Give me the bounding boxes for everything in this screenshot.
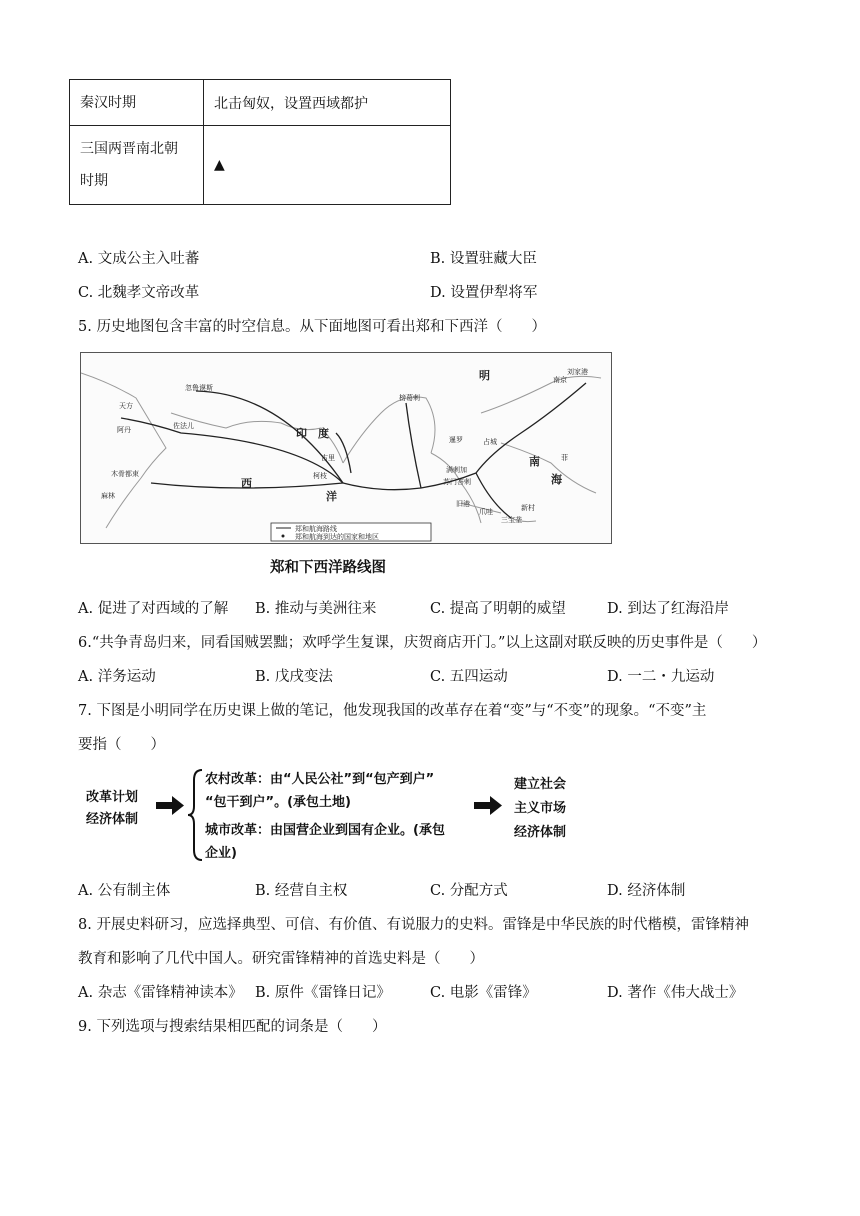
label-sumatra: 苏门答剌 [443, 478, 471, 486]
period-cell: 秦汉时期 [70, 80, 204, 126]
label-tianfang: 天方 [119, 402, 133, 410]
note-urban-line2: 企业) [205, 846, 237, 861]
q8-option-d[interactable]: D. 著作《伟大战士》 [607, 985, 744, 1001]
note-right-line1: 建立社会 [514, 777, 567, 792]
note-left-line2: 经济体制 [86, 812, 139, 827]
brace-icon [186, 768, 204, 862]
label-xincun: 新村 [521, 504, 535, 512]
label-philippines: 菲 [561, 454, 568, 462]
q7-stem-line2: 要指（ ） [78, 737, 165, 753]
label-hormuz: 忽鲁谟斯 [185, 384, 213, 392]
note-right-line3: 经济体制 [514, 825, 567, 840]
label-india: 印 度 [296, 427, 329, 440]
event-cell: 北击匈奴，设置西域都护 [204, 80, 451, 126]
legend-route: 郑和航海路线 [295, 525, 337, 533]
q8-option-a[interactable]: A. 杂志《雷锋精神读本》 [78, 985, 243, 1001]
label-champa: 占城 [483, 438, 497, 446]
arrow-right-icon [474, 796, 504, 816]
q4-option-c[interactable]: C. 北魏孝文帝改革 [78, 285, 200, 301]
period-line: 三国两晋南北朝 [80, 141, 178, 157]
q6-option-b[interactable]: B. 戊戌变法 [255, 669, 333, 685]
table-row [70, 126, 451, 205]
q5-option-d[interactable]: D. 到达了红海沿岸 [607, 601, 729, 617]
label-ocean-west: 西 [241, 477, 252, 490]
label-nanjing: 南京 [553, 376, 567, 384]
q8-stem-line2: 教育和影响了几代中国人。研究雷锋精神的首选史料是（ ） [78, 951, 484, 967]
label-malindi: 麻林 [101, 492, 115, 500]
label-calicut: 古里 [321, 454, 335, 462]
q6-option-d[interactable]: D. 一二・九运动 [607, 669, 715, 685]
q4-option-d[interactable]: D. 设置伊犁将军 [430, 285, 538, 301]
q7-option-a[interactable]: A. 公有制主体 [78, 883, 171, 899]
q5-option-a[interactable]: A. 促进了对西域的了解 [78, 601, 229, 617]
map-caption: 郑和下西洋路线图 [270, 560, 386, 576]
label-sea-south: 南 [529, 455, 540, 468]
label-siam: 暹罗 [449, 436, 463, 444]
label-sea-hai: 海 [551, 473, 562, 486]
label-bengal: 榜葛剌 [399, 394, 420, 402]
label-aden: 阿丹 [117, 426, 131, 434]
period-line: 时期 [80, 173, 108, 189]
zhenghe-route-map [80, 352, 612, 544]
label-sanfoqi: 三宝垄 [501, 516, 522, 524]
q5-stem: 5. 历史地图包含丰富的时空信息。从下面地图可看出郑和下西洋（ ） [78, 319, 546, 335]
label-mogadishu: 木骨都束 [111, 470, 139, 478]
note-rural-line1: 农村改革：由“人民公社”到“包产到户” [205, 772, 435, 787]
q4-option-a[interactable]: A. 文成公主入吐蕃 [78, 251, 200, 267]
q5-option-b[interactable]: B. 推动与美洲往来 [255, 601, 377, 617]
label-ming: 明 [479, 369, 490, 382]
note-right-line2: 主义市场 [514, 801, 567, 816]
q7-option-c[interactable]: C. 分配方式 [430, 883, 508, 899]
label-zufar: 佐法儿 [173, 422, 194, 430]
event-cell-blank: ▲ [204, 126, 451, 205]
label-palembang: 旧港 [456, 500, 470, 508]
table-row [70, 80, 451, 126]
q8-option-c[interactable]: C. 电影《雷锋》 [430, 985, 537, 1001]
q7-option-d[interactable]: D. 经济体制 [607, 883, 686, 899]
q8-option-b[interactable]: B. 原件《雷锋日记》 [255, 985, 391, 1001]
label-ocean-yang: 洋 [326, 490, 337, 503]
note-urban-line1: 城市改革：由国营企业到国有企业。(承包 [205, 823, 445, 838]
arrow-right-icon [156, 796, 186, 816]
q8-stem-line1: 8. 开展史料研习，应选择典型、可信、有价值、有说服力的史料。雷锋是中华民族的时代楷模，雷锋精神 [78, 917, 749, 933]
history-table [69, 79, 451, 205]
map-drawing [81, 353, 611, 543]
q7-stem-line1: 7. 下图是小明同学在历史课上做的笔记，他发现我国的改革存在着“变”与“不变”的现象。“不变”主 [78, 703, 707, 719]
note-left-line1: 改革计划 [86, 790, 139, 805]
q6-option-c[interactable]: C. 五四运动 [430, 669, 508, 685]
q4-option-b[interactable]: B. 设置驻藏大臣 [430, 251, 537, 267]
label-liujiagang: 刘家港 [567, 368, 588, 376]
q5-option-c[interactable]: C. 提高了明朝的威望 [430, 601, 566, 617]
q7-option-b[interactable]: B. 经营自主权 [255, 883, 348, 899]
label-java: 爪哇 [479, 508, 493, 516]
label-malacca: 满剌加 [446, 466, 467, 474]
q6-option-a[interactable]: A. 洋务运动 [78, 669, 156, 685]
label-cochin: 柯枝 [313, 472, 327, 480]
q9-stem: 9. 下列选项与搜索结果相匹配的词条是（ ） [78, 1019, 387, 1035]
q6-stem: 6.“共争青岛归来，同看国贼罢黜；欢呼学生复课，庆贺商店开门。”以上这副对联反映的历史事件是（ ） [78, 635, 767, 651]
period-cell [70, 126, 204, 205]
legend-places: 郑和航海到达的国家和地区 [295, 533, 379, 541]
note-rural-line2: “包干到户”。(承包土地) [205, 795, 351, 810]
